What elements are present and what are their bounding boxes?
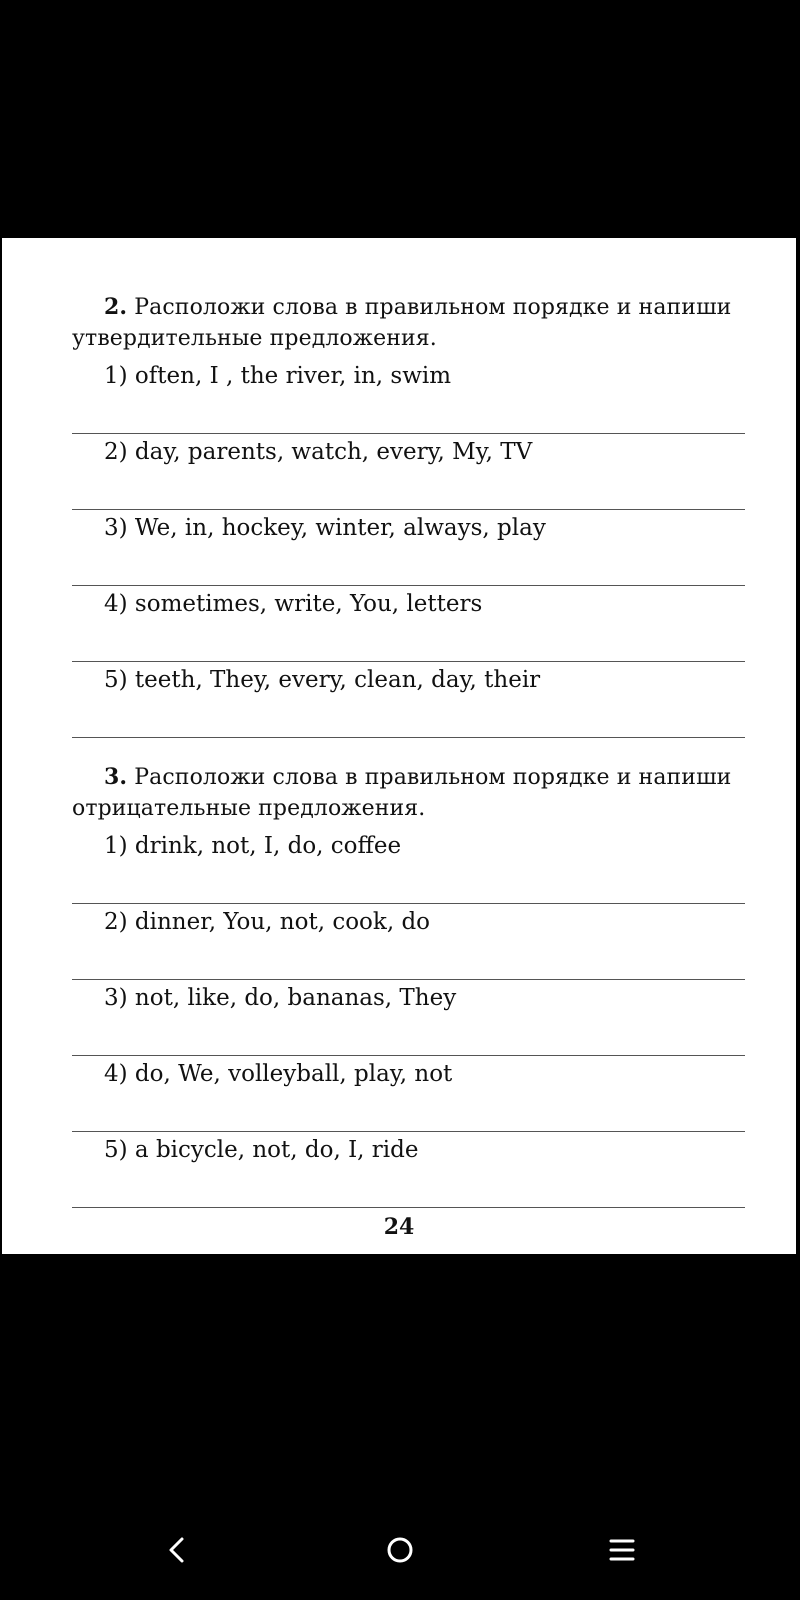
- task-3-item-4: [72, 1058, 745, 1134]
- menu-lines-icon: [602, 1530, 642, 1570]
- task-2: [72, 292, 745, 740]
- task-2-heading: [72, 292, 745, 354]
- back-button[interactable]: [157, 1530, 197, 1570]
- task-2-item-5-text: 5) teeth, They, every, clean, day, their: [104, 667, 541, 693]
- task-3: [72, 762, 745, 1210]
- task-3-item-2-text: 2) dinner, You, not, cook, do: [104, 909, 431, 935]
- task-2-item-4-text: 4) sometimes, write, You, letters: [104, 591, 483, 617]
- task-3-item-2-answer-line: [72, 979, 745, 981]
- task-3-item-4-text: 4) do, We, volleyball, play, not: [104, 1061, 453, 1087]
- task-2-item-4: [72, 588, 745, 664]
- task-3-heading: [72, 762, 745, 824]
- page-content: [72, 292, 745, 1210]
- task-3-item-1: [72, 830, 745, 906]
- task-2-item-3-answer-line: [72, 585, 745, 587]
- task-2-number: 2.: [104, 294, 128, 320]
- navigation-bar: [0, 1500, 800, 1600]
- task-2-instruction: Расположи слова в правильном порядке и напиши утвердительные предложения.: [72, 295, 732, 351]
- task-2-item-2: [72, 436, 745, 512]
- task-3-instruction: Расположи слова в правильном порядке и напиши отрицательные предложения.: [72, 765, 732, 821]
- task-3-item-5: [72, 1134, 745, 1210]
- task-2-item-5: [72, 664, 745, 740]
- textbook-page: [2, 238, 796, 1254]
- task-3-item-5-answer-line: [72, 1207, 745, 1209]
- task-3-item-5-text: 5) a bicycle, not, do, I, ride: [104, 1137, 419, 1163]
- task-2-item-1-answer-line: [72, 433, 745, 435]
- task-3-item-4-answer-line: [72, 1131, 745, 1133]
- task-2-item-5-answer-line: [72, 737, 745, 739]
- task-3-number: 3.: [104, 764, 128, 790]
- task-2-item-3-text: 3) We, in, hockey, winter, always, play: [104, 515, 546, 541]
- task-2-item-2-answer-line: [72, 509, 745, 511]
- task-2-item-1: [72, 360, 745, 436]
- task-3-item-3-answer-line: [72, 1055, 745, 1057]
- task-2-item-1-text: 1) often, I , the river, in, swim: [104, 363, 452, 389]
- task-3-item-3: [72, 982, 745, 1058]
- task-2-item-2-text: 2) day, parents, watch, every, My, TV: [104, 439, 533, 465]
- page-number: 24: [383, 1214, 415, 1240]
- home-button[interactable]: [380, 1530, 420, 1570]
- task-2-item-3: [72, 512, 745, 588]
- menu-button[interactable]: [602, 1530, 642, 1570]
- home-circle-icon: [380, 1530, 420, 1570]
- task-3-item-2: [72, 906, 745, 982]
- task-2-item-4-answer-line: [72, 661, 745, 663]
- back-chevron-icon: [157, 1530, 197, 1570]
- task-3-item-1-text: 1) drink, not, I, do, coffee: [104, 833, 402, 859]
- task-3-item-3-text: 3) not, like, do, bananas, They: [104, 985, 457, 1011]
- task-3-item-1-answer-line: [72, 903, 745, 905]
